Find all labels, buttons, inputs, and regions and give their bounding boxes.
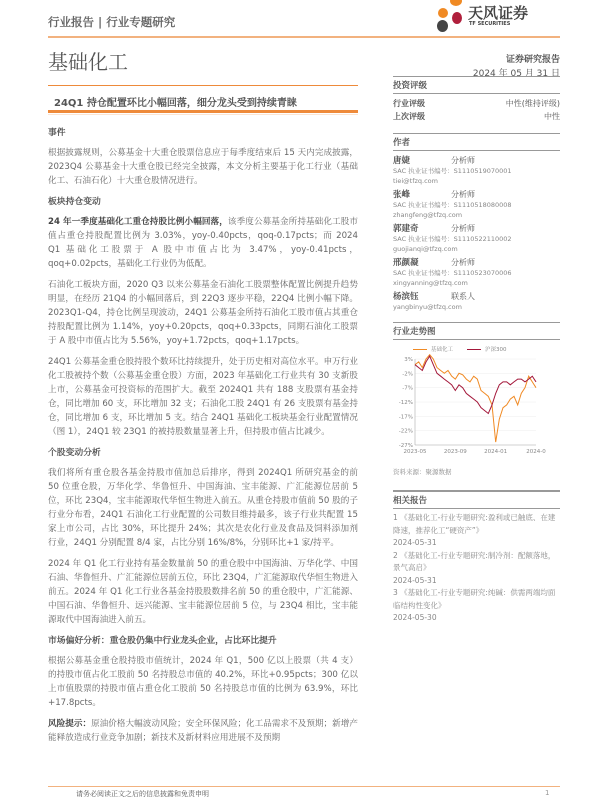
section-heading: 市场偏好分析：重仓股仍集中行业龙头企业，占比环比提升 [48,636,277,646]
author-email[interactable]: yangbinyu@tfzq.com [393,303,462,311]
author-email[interactable]: xingyanning@tfzq.com [393,279,468,287]
author-name: 张峰 [393,190,411,200]
trend-heading: 行业走势图 [393,322,560,340]
related-report[interactable] [393,587,560,625]
related-date: 2024-05-31 [393,575,437,585]
related-title[interactable]: 3 《基础化工-行业专题研究:纯碱：供需两端均面临结构性变化》 [393,588,556,610]
author-email[interactable]: tiei@tfzq.com [393,177,438,185]
author-name: 郭建奇 [393,224,419,234]
x-tick-label: 2024-01 [484,449,508,455]
paragraph: 我们将所有重仓股各基金持股市值加总后排序，得到 2024Q1 所研究基金的前 50 位重仓股，万华化学、华鲁恒升、中国海油、宝丰能源、广汇能源位居前 5 位，环比 23Q4，宝丰能源取代华恒生物进入前五。从重仓持股市值前 50 股的子行业分布看，24Q1 石油化工行业配置的公司数目维持最多，该子行业共配置 15 家上市公司，占比 30%，环比提升 24%；其次是农化行业及食品及饲料添加剂行业，24Q1 分别配置 8/4 家，占比分别 16%/8%，分别环比+1 家/持平。 [48,468,358,548]
related-reports [393,512,560,625]
author-item [393,154,560,186]
author-name: 杨滨钰 [393,292,419,302]
y-tick-label: -22% [398,428,413,435]
author-name: 唐婕 [393,156,411,166]
footer-disclaimer[interactable]: 请务必阅读正文之后的信息披露和免责申明 [76,790,209,798]
rating-label: 上次评级 [393,112,425,121]
paragraph-lead: 24 年一季度基础化工重仓持股比例小幅回落， [48,217,228,227]
section-heading: 个股变动分析 [48,448,101,458]
sidebar [393,76,560,625]
author-item [393,256,560,288]
rating-heading: 投资评级 [393,76,560,94]
author-email[interactable]: zhangfeng@tfzq.com [393,211,463,219]
logo-subtext: TF SECURITIES [469,21,511,27]
y-tick-label: -27% [398,443,413,449]
series-line [415,355,536,442]
report-type: 证券研究报告 [505,55,560,65]
risk-paragraph [48,717,358,745]
author-sac: SAC 执业证书编号：S1110518080008 [393,201,512,209]
rating-value: 中性(维持评级) [505,99,560,108]
author-item [393,290,560,312]
authors-heading: 作者 [393,133,560,151]
paragraph [48,215,358,271]
related-heading: 相关报告 [393,490,560,509]
subtitle-divider [48,85,358,86]
author-item [393,222,560,254]
related-date: 2024-05-30 [393,613,437,622]
chart-legend [413,345,560,353]
author-sac: SAC 执业证书编号：S1110519070001 [393,167,512,175]
x-tick-label: 2023-05 [403,449,427,455]
page-title: 基础化工 [48,50,128,74]
author-sac: SAC 执业证书编号：S1110523070006 [393,269,512,277]
author-name: 邢颜凝 [393,258,419,268]
footer-divider [48,786,560,787]
rating-value: 中性 [544,112,560,121]
y-tick-label: -7% [402,385,413,392]
paragraph-text: 该季度公募基金所持基础化工股市值占重仓持股配置比例为 3.03%，yoy-0.40pcts，qoq-0.17pcts；而 2024 Q1 基础化工股票于 A 股中市值占比为 3.47%，yoy-0.41pcts，qoq+0.02pcts，基础化工行业仍为低配。 [48,217,358,269]
y-tick-label: -17% [398,414,413,421]
x-tick-label: 2023-09 [443,449,467,455]
header-divider [48,36,560,38]
related-report[interactable] [393,550,560,588]
rating-row [393,97,560,110]
risk-label: 风险提示： [48,719,92,729]
subtitle-divider-thick [48,110,358,113]
paragraph: 根据公募基金重仓股持股市值统计，2024 年 Q1，500 亿以上股票（共 4 支）的持股市值占化工股前 50 名持股总市值的 40.2%，环比+0.95pcts；300 亿以上市值股票的持股市值占重仓化工股前 50 名持股总市值的比例为 63.9%，环比+17.8pcts。 [48,656,358,708]
author-email[interactable]: guojianqi@tfzq.com [393,245,458,253]
legend-item: 沪深300 [467,345,507,353]
y-tick-label: -2% [402,371,413,378]
report-category: 行业报告 | 行业专题研究 [48,15,176,29]
author-role: 分析师 [451,258,475,267]
related-report[interactable] [393,512,560,550]
paragraph: 根据披露规则，公募基金十大重仓股票信息应于每季度结束后 15 天内完成披露，2023Q4 公募基金十大重仓股已经完全披露，本文分析主要基于化工行业（基础化工、石油石化）十大重仓股情况进行。 [48,148,358,186]
legend-item: 基础化工 [413,345,453,353]
rating-row [393,110,560,123]
author-role: 联系人 [451,292,475,301]
report-subtitle: 24Q1 持仓配置环比小幅回落，细分龙头受到持续青睐 [54,98,297,109]
main-body [48,124,358,752]
subtitle-divider-light [48,114,358,115]
trend-chart [393,353,560,463]
author-item [393,188,560,220]
authors-list [393,154,560,312]
author-role: 分析师 [451,156,475,165]
related-title[interactable]: 2 《基础化工-行业专题研究:制冷剂：配额落地，景气高启》 [393,550,556,572]
author-role: 分析师 [451,224,475,233]
author-role: 分析师 [451,190,475,199]
author-sac: SAC 执业证书编号：S1110522110002 [393,235,512,243]
related-date: 2024-05-31 [393,538,437,547]
chart-source: 资料来源：聚源数据 [393,468,452,476]
section-heading: 板块持仓变动 [48,197,101,207]
paragraph: 石油化工板块方面，2020 Q3 以来公募基金石油化工股票整体配置比例提升趋势明显，在经历 21Q4 的小幅回落后，到 22Q3 逐步平稳，22Q4 比例小幅下降。2023Q1-Q4，持仓比例呈现波动，24Q1 公募基金所持石油化工股市值占其重仓持股配置比例为 1.14%，yoy+0.20pcts，qoq+0.33pcts，同期石油化工股票于 A 股中市值占比为 5.56%，yoy+1.72pcts，qoq+1.17pcts。 [48,280,358,346]
paragraph: 24Q1 公募基金重仓股持股个数环比持续提升，处于历史相对高位水平。申万行业化工股被持个数（公募基金重仓股）方面，2023 年基础化工行业共有 30 支新股上市，公募基金可投资标的范围扩大。截至 2024Q1 共有 188 支股票有基金持仓，同比增加 60 支，环比增加 32 支；石油化工股 24Q1 有 26 支股票有基金持仓，同比增加 6 支，环比增加 5 支。结合 24Q1 基础化工板块基金行业配置情况（图 1），24Q1 较 23Q1 的被持股数量显著上升，但持股市值占比减少。 [48,357,358,437]
page-number: 1 [545,789,550,797]
section-heading: 事件 [48,128,66,138]
paragraph: 2024 年 Q1 化工行业持有基金数量前 50 的重仓股中中国海油、万华化学、中国石油、华鲁恒升、广汇能源位居前五位，环比 23Q4，广汇能源取代华恒生物进入前五。2024 年 Q1 化工行业各基金持股股数排名前 50 的重仓股中，广汇能源、中国石油、华鲁恒升、远兴能源、宝丰能源位居前 5 位，与 23Q4 相比，宝丰能源取代中国海油进入前五。 [48,559,358,625]
logo-text: 天风证券 [468,4,529,22]
risk-text: 原油价格大幅波动风险；安全环保风险；化工品需求不及预期；新增产能释放造成行业竞争加剧；新技术及新材料应用进展不及预期 [48,719,358,743]
report-date: 2024 年 05 月 31 日 [472,69,560,79]
related-title[interactable]: 1 《基础化工-行业专题研究:盈利或已触底、在建降速，推荐化工“硬资产”》 [393,513,556,535]
y-tick-label: -12% [398,400,413,406]
rating-label: 行业评级 [393,99,425,108]
x-tick-label: 2024-0 [526,449,546,455]
y-tick-label: 3% [404,357,413,363]
